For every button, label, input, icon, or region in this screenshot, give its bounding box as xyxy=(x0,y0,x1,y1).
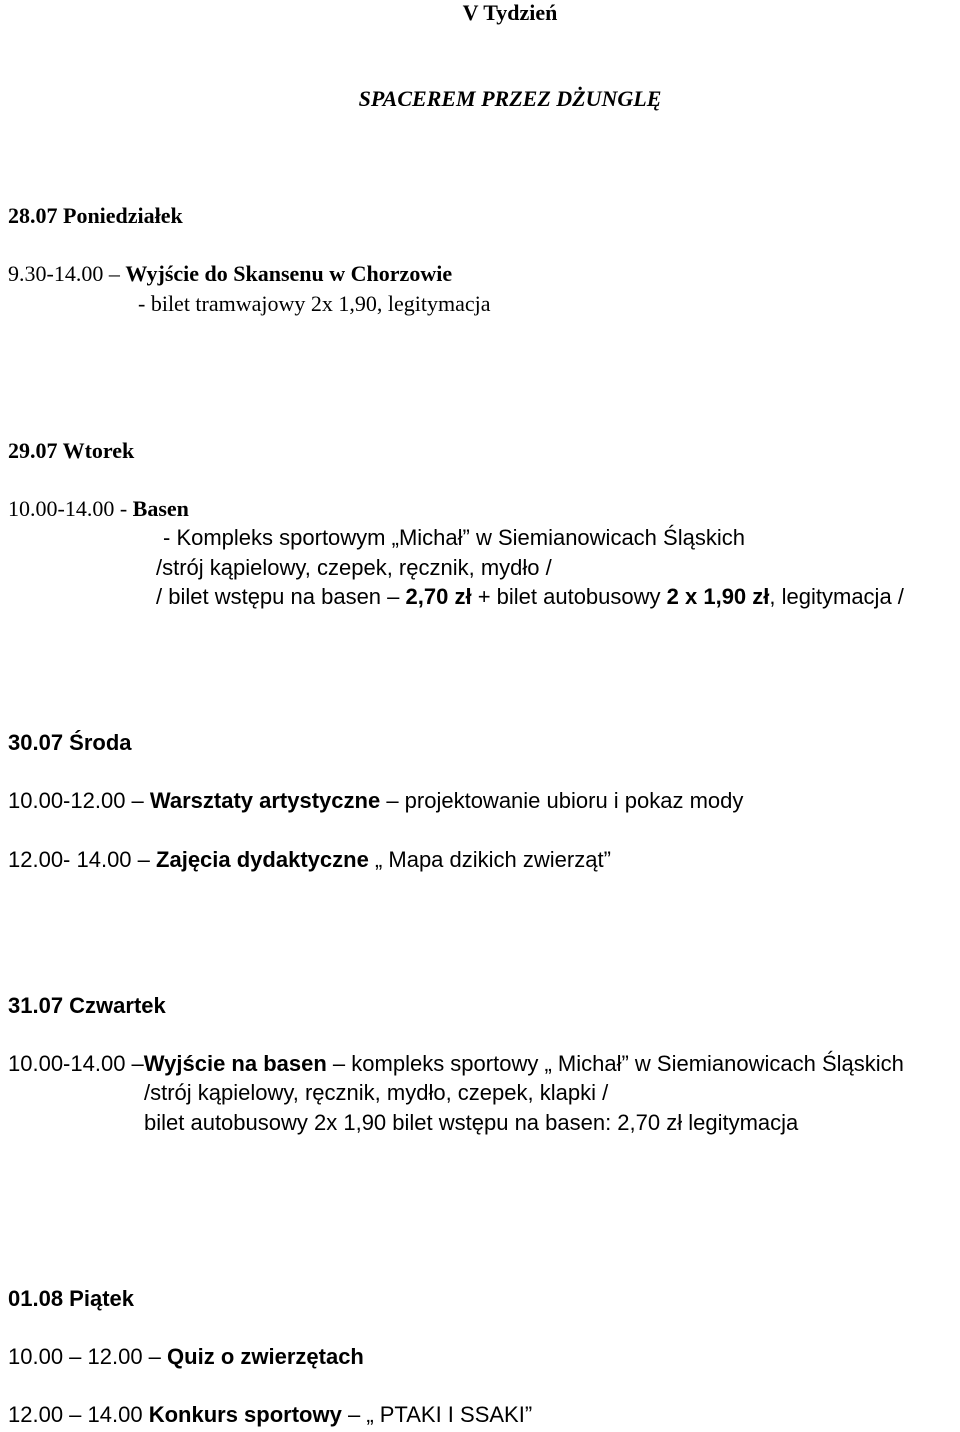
day-heading-tuesday: 29.07 Wtorek xyxy=(8,438,135,463)
id-card-note: , legitymacja / xyxy=(769,584,904,609)
event-time: 10.00 – 12.00 – xyxy=(8,1344,161,1369)
event-detail-venue: - Kompleks sportowym „Michał” w Siemianowicach Śląskich xyxy=(163,525,745,550)
event-time: 12.00 – 14.00 xyxy=(8,1402,143,1427)
event-title: Warsztaty artystyczne xyxy=(149,788,381,813)
event-title: Basen xyxy=(132,496,189,521)
event-note: - bilet tramwajowy 2x 1,90, legitymacja xyxy=(138,291,491,316)
event-time: 10.00-14.00 - xyxy=(8,496,128,521)
event-desc: – „ PTAKI I SSAKI” xyxy=(347,1402,533,1427)
ticket-label: / bilet wstępu na basen – xyxy=(156,584,400,609)
event-friday-1 xyxy=(8,1344,364,1370)
day-heading-thursday: 31.07 Czwartek xyxy=(8,993,166,1018)
event-title: Wyjście do Skansenu w Chorzowie xyxy=(125,261,453,286)
theme-title: SPACEREM PRZEZ DŻUNGLĘ xyxy=(358,86,662,111)
event-desc: – kompleks sportowy „ Michał” w Siemianowicach Śląskich xyxy=(332,1051,904,1076)
event-detail-items: /strój kąpielowy, czepek, ręcznik, mydło / xyxy=(156,555,552,580)
day-heading-monday: 28.07 Poniedziałek xyxy=(8,203,183,228)
event-tuesday-1 xyxy=(8,496,189,522)
event-detail-tickets: bilet autobusowy 2x 1,90 bilet wstępu na basen: 2,70 zł legitymacja xyxy=(144,1110,799,1135)
event-detail-tickets xyxy=(156,584,904,610)
event-title: Zajęcia dydaktyczne xyxy=(156,847,369,872)
event-time: 9.30-14.00 – xyxy=(8,261,120,286)
event-time: 12.00- 14.00 – xyxy=(8,847,150,872)
event-desc: – projektowanie ubioru i pokaz mody xyxy=(386,788,744,813)
event-wednesday-2 xyxy=(8,847,611,873)
event-monday-1 xyxy=(8,261,452,287)
event-time: 10.00-12.00 – xyxy=(8,788,144,813)
bus-label: + bilet autobusowy xyxy=(477,584,661,609)
event-title: Wyjście na basen xyxy=(143,1051,327,1076)
bus-price: 2 x 1,90 zł xyxy=(666,584,770,609)
day-heading-friday: 01.08 Piątek xyxy=(8,1286,134,1311)
day-heading-wednesday: 30.07 Środa xyxy=(8,730,132,755)
event-time: 10.00-14.00 – xyxy=(8,1051,144,1076)
event-thursday-1 xyxy=(8,1051,904,1077)
event-desc: „ Mapa dzikich zwierząt” xyxy=(374,847,611,872)
event-title: Quiz o zwierzętach xyxy=(167,1344,364,1369)
event-wednesday-1 xyxy=(8,788,743,814)
event-friday-2 xyxy=(8,1402,532,1428)
week-title: V Tydzień xyxy=(462,0,558,25)
pool-price: 2,70 zł xyxy=(405,584,472,609)
event-title: Konkurs sportowy xyxy=(148,1402,342,1427)
event-detail-items: /strój kąpielowy, ręcznik, mydło, czepek, klapki / xyxy=(144,1080,609,1105)
